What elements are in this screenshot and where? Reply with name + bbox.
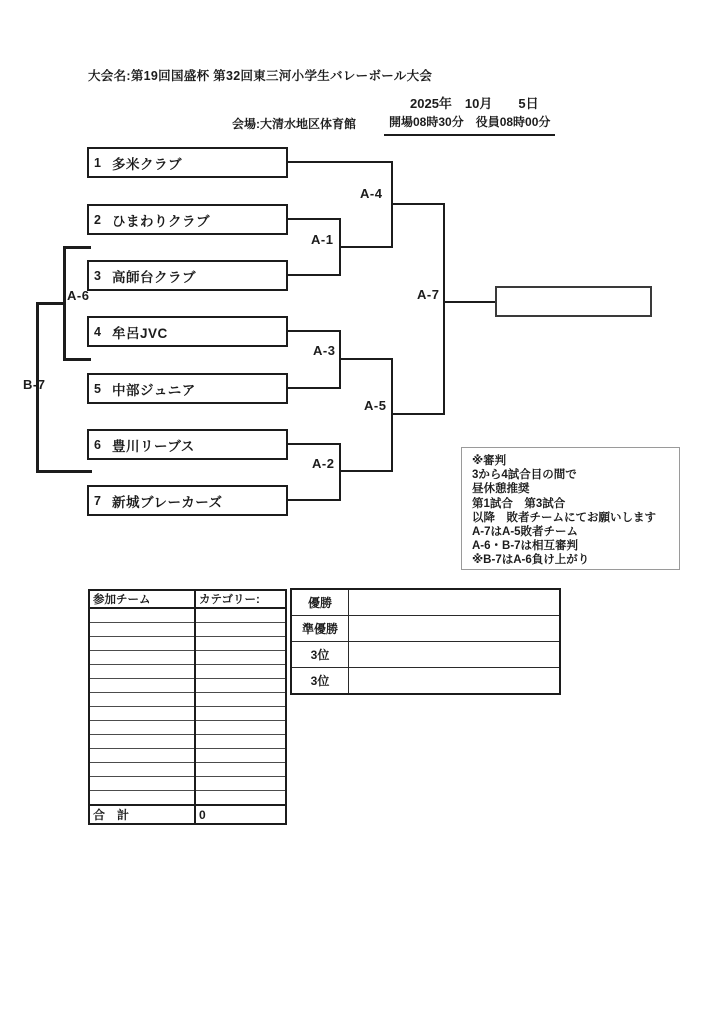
team-box-2 [87,204,288,235]
match-label-a2: A-2 [312,456,335,471]
team-seed: 3 [94,268,101,283]
roster-empty-row [89,721,286,735]
roster-empty-cell [195,608,286,623]
roster-empty-cell [195,777,286,791]
roster-empty-cell [195,651,286,665]
team-seed: 1 [94,155,101,170]
roster-empty-cell [195,693,286,707]
roster-empty-cell [89,623,195,637]
roster-table [88,589,287,825]
bracket-line [287,499,341,501]
bracket-line [391,413,445,415]
venue-label: 会場:大清水地区体育館 [232,117,356,131]
roster-empty-cell [89,651,195,665]
bracket-line [36,302,66,305]
results-table [290,588,561,695]
roster-empty-row [89,777,286,791]
roster-header-teams: 参加チーム [89,590,195,608]
roster-empty-row [89,749,286,763]
bracket-line [287,274,341,276]
roster-empty-cell [195,763,286,777]
bracket-line [339,358,393,360]
team-seed: 5 [94,381,101,396]
roster-empty-cell [89,665,195,679]
roster-empty-cell [89,721,195,735]
bracket-line [287,161,393,163]
bracket-line [443,203,445,415]
team-box-4 [87,316,288,347]
note-line: 以降 敗者チームにてお願いします [472,511,656,524]
roster-empty-cell [195,707,286,721]
roster-empty-row [89,623,286,637]
roster-empty-cell [195,749,286,763]
roster-empty-cell [195,735,286,749]
roster-total-row [89,805,286,824]
note-line: A-6・B-7は相互審判 [472,540,579,553]
roster-header-category: カテゴリー: [195,590,286,608]
schedule-label: 開場08時30分 役員08時00分 [384,113,555,136]
team-box-1 [87,147,288,178]
roster-empty-cell [89,791,195,806]
team-name: 豊川リーブス [112,438,195,454]
team-name: ひまわりクラブ [112,213,210,229]
result-row [291,589,560,616]
roster-empty-row [89,791,286,806]
bracket-line [287,387,341,389]
team-seed: 4 [94,324,101,339]
note-line: 昼休憩推奨 [472,483,530,496]
result-row [291,616,560,642]
match-label-a5: A-5 [364,398,387,413]
team-box-3 [87,260,288,291]
bracket-line [36,470,92,473]
roster-empty-cell [89,777,195,791]
result-value [349,668,561,695]
note-line: ※審判 [472,455,507,467]
roster-empty-cell [89,735,195,749]
bracket-line [339,470,393,472]
result-value [349,616,561,642]
bracket-line [287,330,341,332]
result-label: 準優勝 [291,616,349,642]
referee-notes-box [461,447,680,570]
note-line: 3から4試合目の間で [472,469,577,482]
roster-empty-row [89,665,286,679]
tournament-date: 2025年 10月 5日 [410,96,539,111]
roster-empty-cell [89,749,195,763]
result-label: 3位 [291,668,349,695]
result-label: 優勝 [291,589,349,616]
bracket-line [391,203,445,205]
roster-empty-cell [89,679,195,693]
bracket-line [63,246,91,249]
roster-empty-cell [89,763,195,777]
team-name: 牟呂JVC [112,325,168,341]
roster-empty-row [89,735,286,749]
roster-empty-row [89,679,286,693]
result-label: 3位 [291,642,349,668]
result-value [349,589,561,616]
bracket-line [287,218,341,220]
roster-empty-cell [89,608,195,623]
team-box-7 [87,485,288,516]
team-seed: 2 [94,212,101,227]
roster-empty-cell [89,693,195,707]
bracket-line [63,358,91,361]
roster-empty-row [89,651,286,665]
match-label-a7: A-7 [417,287,440,302]
result-row [291,642,560,668]
note-line: ※B-7はA-6負け上がり [472,554,590,567]
team-name: 高師台クラブ [112,269,196,285]
team-name: 中部ジュニア [112,382,196,398]
note-line: A-7はA-5敗者チーム [472,526,579,539]
note-line: 第1試合 第3試合 [472,497,566,510]
page-title: 大会名:第19回国盛杯 第32回東三河小学生バレーボール大会 [88,69,433,83]
bracket-line [339,246,393,248]
match-label-a3: A-3 [313,343,336,358]
roster-empty-row [89,608,286,623]
bracket-line [391,358,393,472]
roster-empty-row [89,693,286,707]
roster-empty-row [89,637,286,651]
team-seed: 6 [94,437,101,452]
roster-empty-cell [195,623,286,637]
match-label-a1: A-1 [311,232,334,247]
champion-box [495,286,652,317]
result-row [291,668,560,695]
bracket-line [443,301,495,303]
roster-total-label: 合 計 [89,805,195,824]
roster-empty-cell [195,637,286,651]
team-seed: 7 [94,493,101,508]
roster-empty-rows [89,608,286,805]
team-name: 新城ブレーカーズ [112,494,223,510]
roster-header-row [89,590,286,608]
roster-total-value: 0 [195,805,286,824]
roster-empty-cell [195,679,286,693]
team-box-6 [87,429,288,460]
roster-empty-cell [195,721,286,735]
team-box-5 [87,373,288,404]
roster-empty-cell [195,791,286,806]
roster-empty-cell [89,707,195,721]
roster-empty-row [89,707,286,721]
result-value [349,642,561,668]
bracket-line [339,443,341,501]
roster-empty-cell [89,637,195,651]
roster-empty-cell [195,665,286,679]
team-name: 多米クラブ [112,156,182,172]
match-label-a4: A-4 [360,186,383,201]
match-label-a6: A-6 [67,288,90,303]
match-label-b7: B-7 [23,377,46,392]
roster-empty-row [89,763,286,777]
bracket-line [287,443,341,445]
